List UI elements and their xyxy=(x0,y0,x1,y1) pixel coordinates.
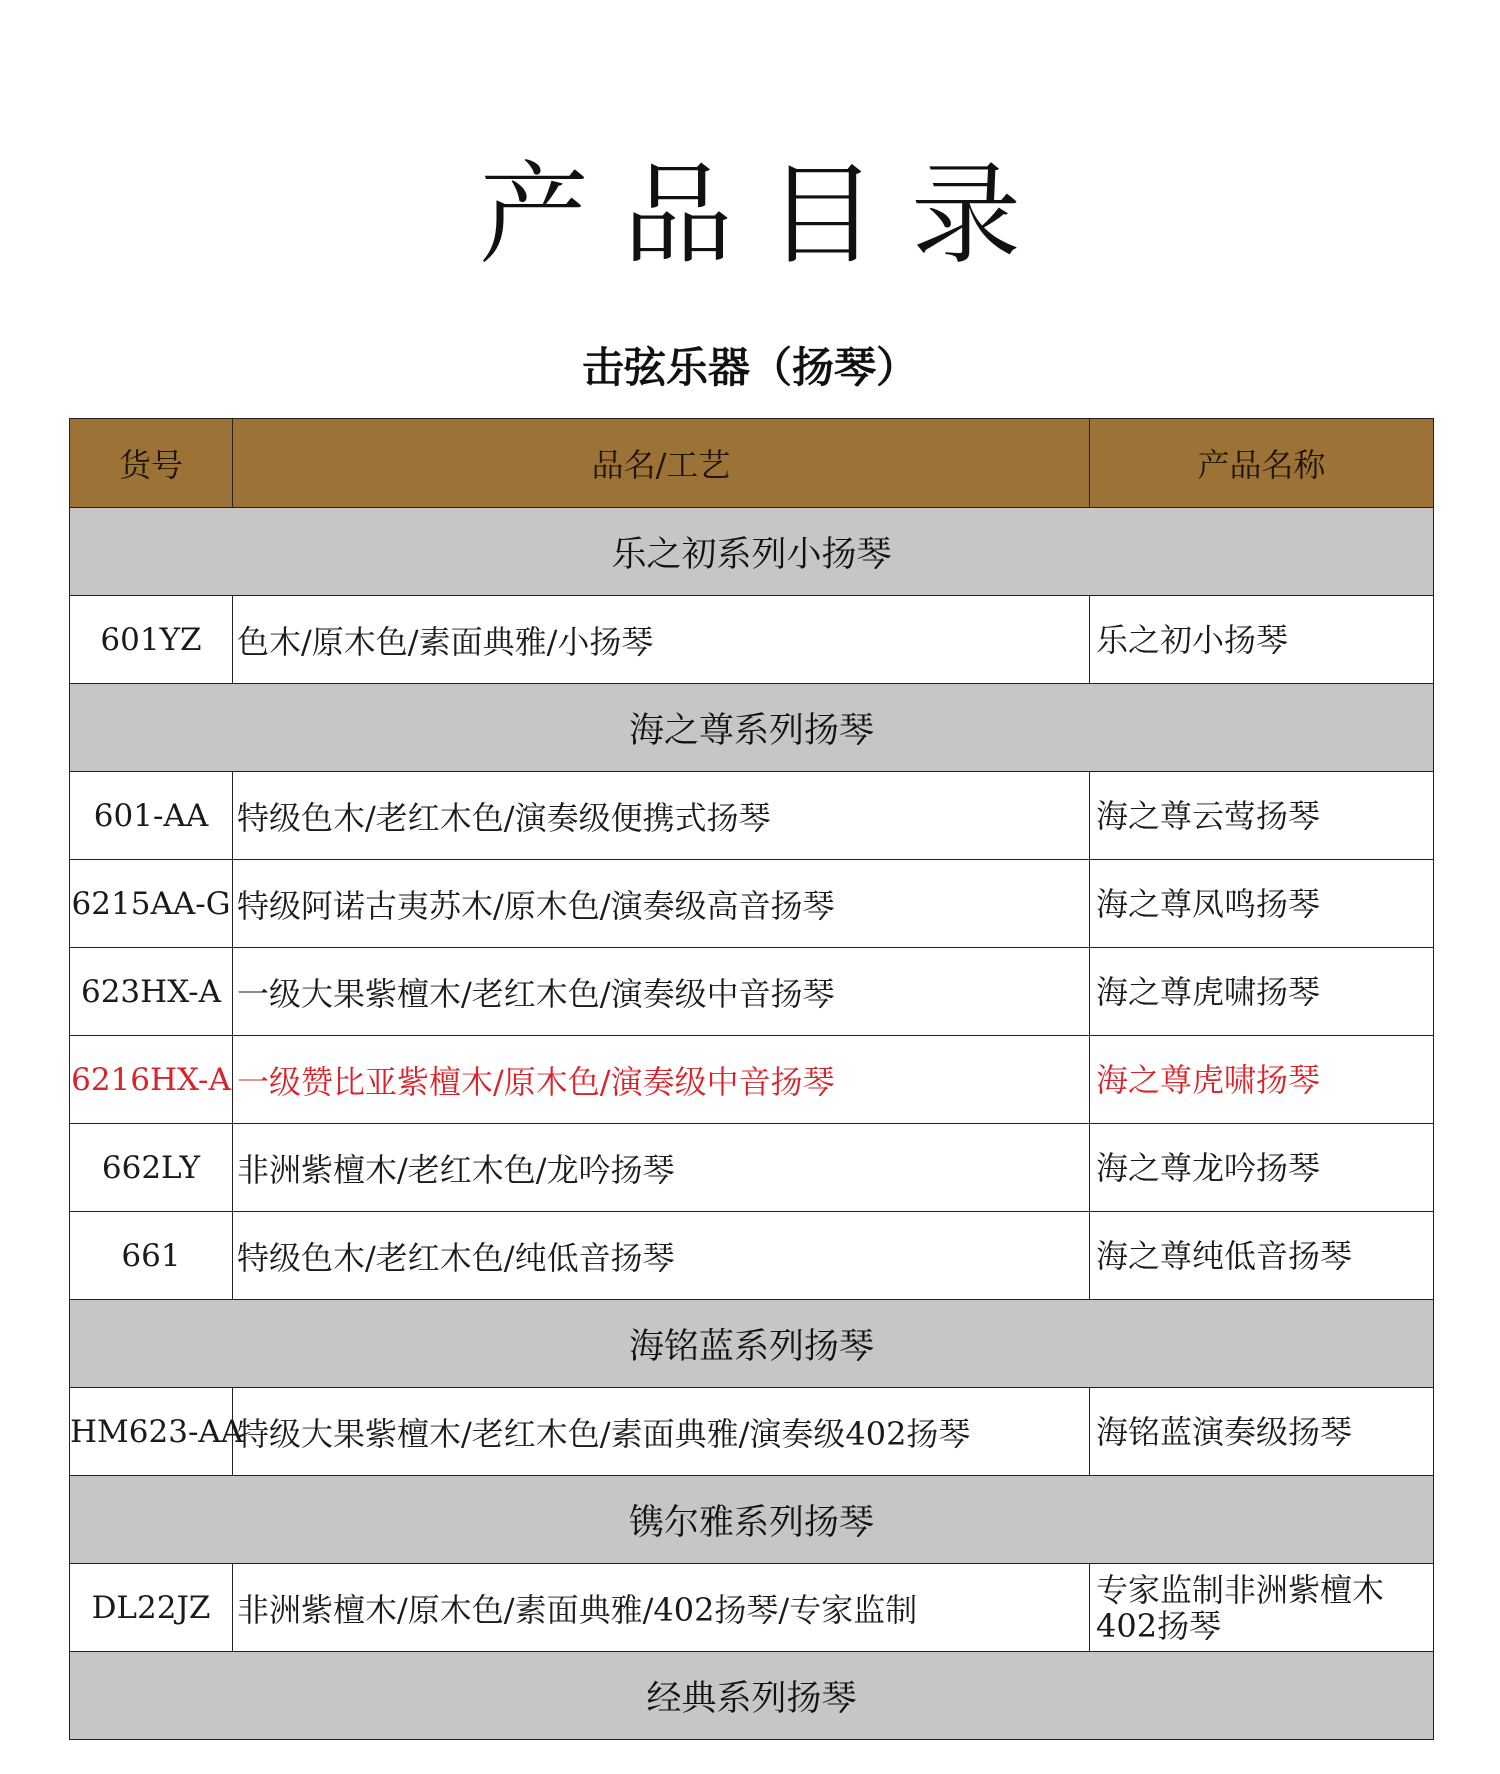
product-name: 海之尊纯低音扬琴 xyxy=(1090,1212,1434,1300)
product-name: 海之尊虎啸扬琴 xyxy=(1090,1036,1434,1124)
product-craft: 色木/原木色/素面典雅/小扬琴 xyxy=(233,596,1090,684)
product-name: 海之尊虎啸扬琴 xyxy=(1090,948,1434,1036)
table-row xyxy=(70,1124,1434,1212)
series-row xyxy=(70,1476,1434,1564)
header-craft: 品名/工艺 xyxy=(233,419,1090,508)
product-code: 601-AA xyxy=(70,772,233,860)
product-craft: 一级赞比亚紫檀木/原木色/演奏级中音扬琴 xyxy=(233,1036,1090,1124)
series-title: 镌尔雅系列扬琴 xyxy=(70,1476,1434,1564)
product-craft: 特级色木/老红木色/演奏级便携式扬琴 xyxy=(233,772,1090,860)
table-body xyxy=(70,419,1434,1740)
header-code: 货号 xyxy=(70,419,233,508)
table-row xyxy=(70,1212,1434,1300)
table-header-row xyxy=(70,419,1434,508)
product-code: DL22JZ xyxy=(70,1564,233,1652)
product-code: 623HX-A xyxy=(70,948,233,1036)
page-title: 产品目录 xyxy=(479,151,1055,279)
product-craft: 特级色木/老红木色/纯低音扬琴 xyxy=(233,1212,1090,1300)
table-row xyxy=(70,1036,1434,1124)
product-name: 海铭蓝演奏级扬琴 xyxy=(1090,1388,1434,1476)
table-row xyxy=(70,1564,1434,1652)
table-row xyxy=(70,860,1434,948)
series-row xyxy=(70,508,1434,596)
product-name: 海之尊龙吟扬琴 xyxy=(1090,1124,1434,1212)
product-code: 662LY xyxy=(70,1124,233,1212)
series-title: 海铭蓝系列扬琴 xyxy=(70,1300,1434,1388)
product-craft: 非洲紫檀木/原木色/素面典雅/402扬琴/专家监制 xyxy=(233,1564,1090,1652)
series-title: 经典系列扬琴 xyxy=(70,1652,1434,1740)
product-name: 海之尊云莺扬琴 xyxy=(1090,772,1434,860)
table-row xyxy=(70,1388,1434,1476)
product-craft: 非洲紫檀木/老红木色/龙吟扬琴 xyxy=(233,1124,1090,1212)
product-catalog-table xyxy=(69,418,1434,1740)
product-craft: 特级大果紫檀木/老红木色/素面典雅/演奏级402扬琴 xyxy=(233,1388,1090,1476)
series-row xyxy=(70,684,1434,772)
table-row xyxy=(70,596,1434,684)
product-code: 661 xyxy=(70,1212,233,1300)
product-code: 6215AA-G xyxy=(70,860,233,948)
product-code: HM623-AA xyxy=(70,1388,233,1476)
table-row xyxy=(70,772,1434,860)
table-row xyxy=(70,948,1434,1036)
header-product-name: 产品名称 xyxy=(1090,419,1434,508)
product-craft: 一级大果紫檀木/老红木色/演奏级中音扬琴 xyxy=(233,948,1090,1036)
product-name: 海之尊凤鸣扬琴 xyxy=(1090,860,1434,948)
product-name: 乐之初小扬琴 xyxy=(1090,596,1434,684)
series-title: 海之尊系列扬琴 xyxy=(70,684,1434,772)
section-title: 击弦乐器（扬琴） xyxy=(581,343,918,392)
series-row xyxy=(70,1300,1434,1388)
product-craft: 特级阿诺古夷苏木/原木色/演奏级高音扬琴 xyxy=(233,860,1090,948)
product-code: 6216HX-A xyxy=(70,1036,233,1124)
series-title: 乐之初系列小扬琴 xyxy=(70,508,1434,596)
product-code: 601YZ xyxy=(70,596,233,684)
series-row xyxy=(70,1652,1434,1740)
product-name: 专家监制非洲紫檀木402扬琴 xyxy=(1090,1564,1434,1652)
